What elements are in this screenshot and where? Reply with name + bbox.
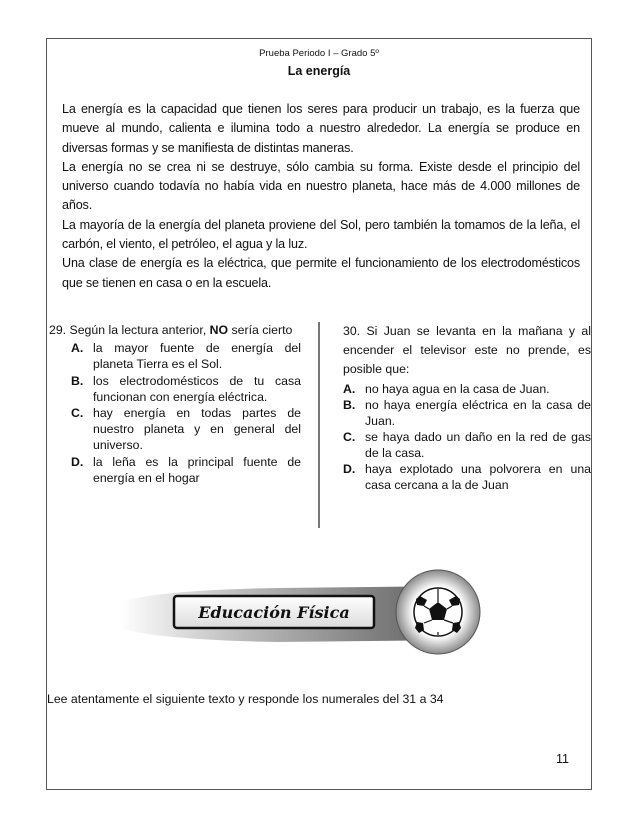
option-text: la leña es la principal fuente de energía en el hogar: [93, 454, 301, 485]
question-30-option-b[interactable]: [343, 397, 591, 429]
question-29-option-c[interactable]: [49, 405, 301, 454]
option-letter: A.: [343, 382, 356, 396]
soccer-ball-icon: [414, 588, 462, 636]
question-30-stem: 30. Si Juan se levanta en la mañana y al encender el televisor este no prende, es posible que:: [343, 324, 591, 376]
stem-emphasis: NO: [209, 323, 229, 337]
option-text: no haya agua en la casa de Juan.: [365, 382, 550, 396]
reading-passage: [62, 100, 580, 293]
option-text: haya explotado una polvorera en una casa cercana a la de Juan: [365, 462, 591, 493]
question-29: [49, 322, 301, 486]
question-29-option-b[interactable]: [49, 373, 301, 405]
option-text: se haya dado un daño en la red de gas de la casa.: [365, 430, 591, 461]
question-30-option-c[interactable]: [343, 429, 591, 461]
question-29-option-d[interactable]: [49, 454, 301, 486]
option-text: los electrodomésticos de tu casa funcionan con energía eléctrica.: [93, 373, 301, 404]
reading-paragraph: La mayoría de la energía del planeta proviene del Sol, pero también la tomamos de la leña, el carbón, el viento, el petróleo, el agua y la luz.: [62, 217, 580, 252]
option-letter: C.: [343, 430, 356, 445]
option-letter: A.: [71, 341, 84, 356]
option-text: la mayor fuente de energía del planeta Tierra es el Sol.: [93, 341, 301, 372]
reading-paragraph: Una clase de energía es la eléctrica, que permite el funcionamiento de los electrodomésticos que se tienen en casa o en la escuela.: [62, 256, 580, 290]
option-letter: B.: [71, 373, 84, 388]
question-30-option-a[interactable]: [343, 381, 591, 397]
exam-subtitle: Prueba Periodo I – Grado 5º: [259, 48, 379, 59]
question-29-option-a[interactable]: [49, 340, 301, 372]
reading-paragraph: La energía es la capacidad que tienen los seres para producir un trabajo, es la fuerza que mueve al mundo, calienta e ilumina todo a nuestro alrededor. La energía se produce en diversas formas y se manifiesta de distintas maneras.: [62, 102, 580, 155]
option-letter: D.: [343, 462, 356, 477]
question-30-option-d[interactable]: [343, 461, 591, 493]
option-letter: C.: [71, 406, 84, 421]
stem-text: sería cierto: [228, 323, 293, 337]
banner-label: Educación Física: [198, 603, 350, 622]
option-text: hay energía en todas partes de nuestro planeta y en general del universo.: [93, 406, 301, 453]
option-letter: B.: [343, 398, 356, 413]
column-divider: [318, 322, 320, 528]
question-30: [343, 322, 591, 493]
option-text: no haya energía eléctrica en la casa de Juan.: [365, 398, 591, 429]
stem-text: 29. Según la lectura anterior,: [49, 323, 210, 337]
question-29-stem: [49, 322, 301, 338]
page-number: 11: [556, 752, 569, 766]
reading-paragraph: La energía no se crea ni se destruye, sólo cambia su forma. Existe desde el principio del universo cuando todavía no había vida en nuestro planeta, hace más de 4.000 millones de años.: [62, 159, 580, 213]
page-title: La energía: [287, 64, 351, 78]
instruction-text: Lee atentamente el siguiente texto y responde los numerales del 31 a 34: [47, 692, 444, 706]
option-letter: D.: [71, 454, 84, 469]
physical-education-banner: [118, 566, 530, 658]
